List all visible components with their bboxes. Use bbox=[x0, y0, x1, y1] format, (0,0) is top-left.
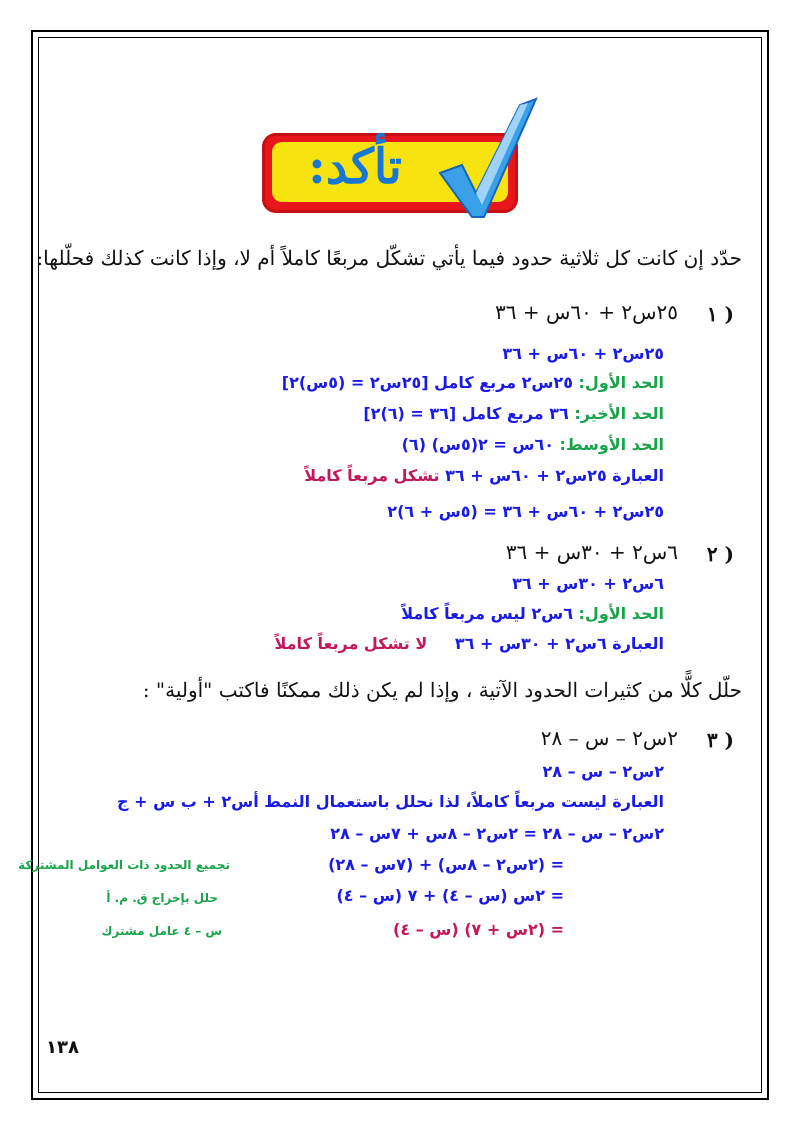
p2-step-2 bbox=[401, 604, 664, 623]
p3-step-3: ٢س٢ – س – ٢٨ = ٢س٢ – ٨س + ٧س – ٢٨ bbox=[330, 824, 664, 843]
p1-last-term-text: ٣٦ مربع كامل [٣٦ = (٦)٢] bbox=[363, 404, 569, 423]
p1-last-term-label: الحد الأخير: bbox=[574, 404, 664, 423]
p2-first-term-label: الحد الأول: bbox=[578, 604, 664, 623]
banner-title: تأكد: bbox=[308, 139, 402, 195]
p3-step-6-note: س – ٤ عامل مشترك bbox=[101, 924, 222, 938]
p1-step-3 bbox=[363, 404, 664, 423]
problem-2-expression: ٦س٢ + ٣٠س + ٣٦ bbox=[505, 540, 678, 564]
checkmark-icon bbox=[432, 95, 542, 225]
problem-2-label: ٢ ) bbox=[706, 542, 734, 566]
p1-step-2 bbox=[282, 373, 664, 392]
p1-middle-term-text: ٦٠س = ٢(٥س) (٦) bbox=[401, 435, 554, 454]
p3-step-5-note: حلل بإخراج ق. م. أ bbox=[106, 891, 218, 905]
p2-first-term-text: ٦س٢ ليس مربعاً كاملاً bbox=[401, 604, 573, 623]
problem-3-label: ٣ ) bbox=[706, 728, 734, 752]
p1-step-4 bbox=[402, 435, 664, 454]
p2-step-1: ٦س٢ + ٣٠س + ٣٦ bbox=[512, 574, 664, 593]
problem-3-expression: ٢س٢ – س – ٢٨ bbox=[540, 726, 678, 750]
p1-first-term-text: ٢٥س٢ مربع كامل [٢٥س٢ = (٥س)٢] bbox=[281, 373, 573, 392]
page-number: ١٣٨ bbox=[46, 1037, 79, 1058]
p1-step-1: ٢٥س٢ + ٦٠س + ٣٦ bbox=[502, 344, 664, 363]
p1-step-5 bbox=[304, 466, 664, 485]
p1-result: تشكل مربعاً كاملاً bbox=[304, 466, 440, 485]
p3-step-2: العبارة ليست مربعاً كاملاً، لذا نحلل باستعمال النمط أس٢ + ب س + ج bbox=[117, 792, 664, 811]
p3-step-5: = ٢س (س – ٤) + ٧ (س – ٤) bbox=[336, 886, 564, 905]
p2-step-3 bbox=[275, 634, 665, 653]
p3-step-4-note: تجميع الحدود ذات العوامل المشتركة bbox=[18, 858, 230, 872]
p1-step-6: ٢٥س٢ + ٦٠س + ٣٦ = (٥س + ٦)٢ bbox=[387, 502, 664, 521]
section-banner bbox=[262, 125, 518, 215]
instruction-1: حدّد إن كانت كل ثلاثية حدود فيما يأتي تشكّل مربعًا كاملاً أم لا، وإذا كانت كذلك فحلّلها: bbox=[36, 246, 742, 270]
p3-step-4: = (٢س٢ – ٨س) + (٧س – ٢٨) bbox=[328, 855, 564, 874]
p3-step-6: = (٢س + ٧) (س – ٤) bbox=[393, 920, 564, 939]
problem-1-label: ١ ) bbox=[706, 302, 734, 326]
p1-expression-text: العبارة ٢٥س٢ + ٦٠س + ٣٦ bbox=[445, 466, 664, 485]
p2-expression-text: العبارة ٦س٢ + ٣٠س + ٣٦ bbox=[454, 634, 664, 653]
problem-1-expression: ٢٥س٢ + ٦٠س + ٣٦ bbox=[495, 300, 678, 324]
p1-first-term-label: الحد الأول: bbox=[578, 373, 664, 392]
p1-middle-term-label: الحد الأوسط: bbox=[559, 435, 664, 454]
instruction-2: حلّل كلًّا من كثيرات الحدود الآتية ، وإذا لم يكن ذلك ممكنًا فاكتب "أولية" : bbox=[142, 678, 742, 702]
p2-result: لا تشكل مربعاً كاملاً bbox=[274, 634, 428, 653]
p3-step-1: ٢س٢ – س – ٢٨ bbox=[542, 762, 664, 781]
